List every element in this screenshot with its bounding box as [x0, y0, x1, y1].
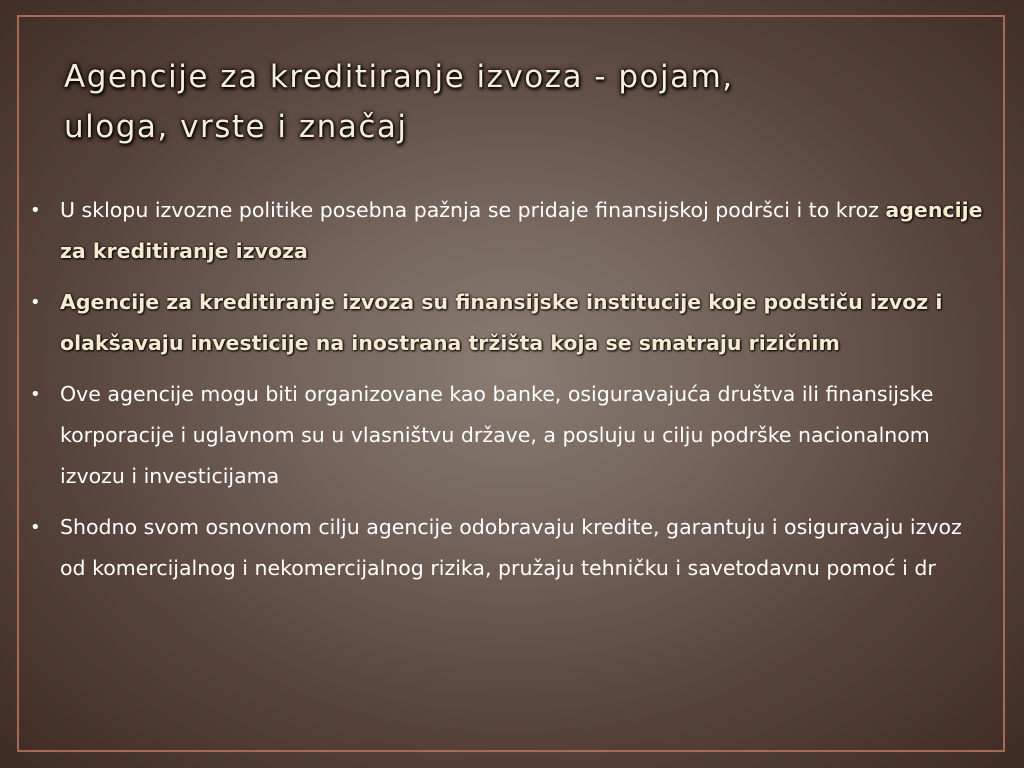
bullet-item-4 — [30, 507, 990, 589]
slide-title-line-1: Agencije za kreditiranje izvoza - pojam, — [64, 59, 734, 95]
bullet-list — [30, 190, 990, 599]
bullet-text-4: Shodno svom osnovnom cilju agencije odobravaju kredite, garantuju i osiguravaju izvoz od komercijalnog i nekomercijalnog rizika, pružaju tehničku i savetodavnu pomoć i dr — [60, 515, 962, 580]
bullet-marker: • — [30, 384, 41, 405]
bullet-text-1: U sklopu izvozne politike posebna pažnja se pridaje finansijskoj podršci i to kroz — [60, 198, 886, 222]
slide-title-line-2: uloga, vrste i značaj — [64, 109, 408, 145]
bullet-text-2: Agencije za kreditiranje izvoza su finansijske institucije koje podstiču izvoz i olakšavaju investicije na inostrana tržišta koja se smatraju rizičnim — [60, 290, 943, 355]
bullet-bold-run-1: agencije za kreditiranje izvoza — [60, 198, 983, 263]
bullet-item-3 — [30, 374, 990, 497]
bullet-marker: • — [30, 517, 41, 538]
bullet-text-3: Ove agencije mogu biti organizovane kao banke, osiguravajuća društva ili finansijske korporacije i uglavnom su u vlasništvu države, a posluju u cilju podrške nacionalnom izvozu i investicijama — [60, 382, 934, 488]
bullet-marker: • — [30, 292, 41, 313]
slide-title — [64, 52, 944, 152]
bullet-marker: • — [30, 200, 41, 221]
bullet-item-1 — [30, 190, 990, 272]
bullet-item-2 — [30, 282, 990, 364]
